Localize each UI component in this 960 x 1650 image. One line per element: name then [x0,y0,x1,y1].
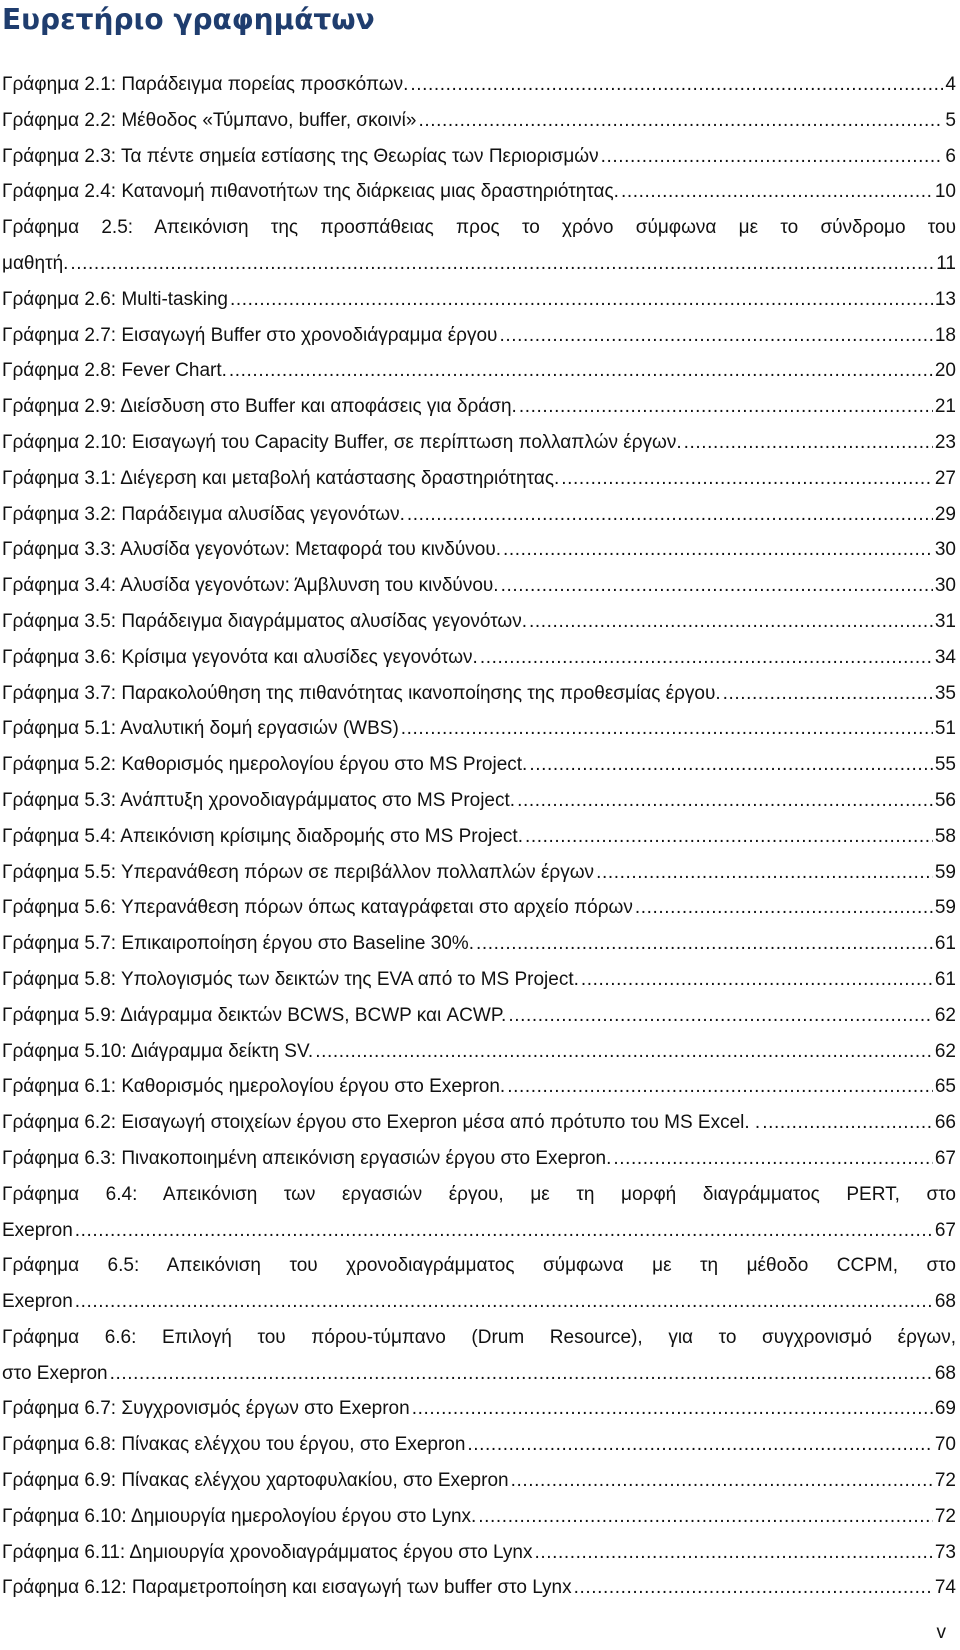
toc-entry-text: Γράφημα 2.5: Απεικόνιση της προσπάθειας προς το χρόνο σύμφωνα με το σύνδρομο του [2,217,956,239]
dot-leader [574,1570,933,1606]
toc-entry[interactable] [0,1034,958,1070]
toc-entry-first-line[interactable] [0,1177,958,1213]
dot-leader [230,282,933,318]
toc-entry[interactable] [0,1105,958,1141]
toc-entry-text: Γράφημα 5.6: Υπερανάθεση πόρων όπως καταγράφεται στο αρχείο πόρων [2,897,633,919]
toc-page-number: 23 [934,431,956,453]
toc-entry-text: Γράφημα 6.9: Πίνακας ελέγχου χαρτοφυλακίου, στο Exepron [2,1470,509,1492]
toc-entry-text: Γράφημα 3.2: Παράδειγμα αλυσίδας γεγονότων. [2,503,405,525]
toc-entry-text: Γράφημα 5.2: Καθορισμός ημερολογίου έργου στο MS Project. [2,754,528,776]
toc-page-number: 18 [934,324,956,346]
dot-leader [507,1069,933,1105]
toc-entry[interactable] [0,890,958,926]
dot-leader [723,676,933,712]
toc-entry-text: Γράφημα 3.7: Παρακολούθηση της πιθανότητας ικανοποίησης της προθεσμίας έργου. [2,682,721,704]
dot-leader [508,998,933,1034]
dot-leader [229,353,933,389]
toc-entry[interactable] [0,1570,958,1606]
toc-page-number: 67 [934,1219,956,1241]
toc-entry[interactable] [0,497,958,533]
dot-leader [315,1034,933,1070]
toc-page-number: 51 [934,718,956,740]
dot-leader [534,1535,932,1571]
dot-leader [480,640,933,676]
toc-page-number: 59 [934,861,956,883]
dot-leader [75,1284,933,1320]
toc-entry[interactable] [0,640,958,676]
toc-entry-text: Γράφημα 6.11: Δημιουργία χρονοδιαγράμματος έργου στο Lynx [2,1541,533,1563]
toc-entry[interactable] [0,1427,958,1463]
dot-leader [70,246,934,282]
toc-entry-text: Γράφημα 3.3: Αλυσίδα γεγονότων: Μεταφορά του κινδύνου. [2,539,502,561]
toc-page-number: 35 [934,682,956,704]
toc-entry[interactable] [0,711,958,747]
toc-page-number: 30 [934,575,956,597]
toc-entry[interactable] [0,1356,958,1392]
toc-entry-text: Γράφημα 5.8: Υπολογισμός των δεικτών της EVA από το MS Project. [2,968,579,990]
dot-leader [75,1213,933,1249]
toc-entry[interactable] [0,389,958,425]
toc-page-number: 55 [934,754,956,776]
dot-leader [511,1463,933,1499]
toc-page-number: 20 [934,360,956,382]
toc-entry[interactable] [0,425,958,461]
dot-leader [529,604,933,640]
toc-entry-text: Γράφημα 2.9: Διείσδυση στο Buffer και αποφάσεις για δράση. [2,396,517,418]
toc-entry-text: Exepron [2,1219,73,1241]
dot-leader [519,389,933,425]
toc-entry[interactable] [0,855,958,891]
toc-entry-text: Γράφημα 3.5: Παράδειγμα διαγράμματος αλυσίδας γεγονότων. [2,610,528,632]
toc-entry-text: Γράφημα 5.4: Απεικόνιση κρίσιμης διαδρομής στο MS Project. [2,825,523,847]
toc-entry-text: Γράφημα 2.10: Εισαγωγή του Capacity Buffer, σε περίπτωση πολλαπλών έργων. [2,431,682,453]
toc-entry[interactable] [0,1535,958,1571]
toc-entry-text: Γράφημα 5.7: Επικαιροποίηση έργου στο Baseline 30%. [2,933,474,955]
toc-page-number: 31 [934,610,956,632]
toc-entry[interactable] [0,998,958,1034]
dot-leader [684,425,933,461]
toc-entry[interactable] [0,1463,958,1499]
dot-leader [503,532,933,568]
toc-page-number: 67 [934,1147,956,1169]
toc-entry-text: Γράφημα 6.12: Παραμετροποίηση και εισαγωγή των buffer στο Lynx [2,1577,572,1599]
toc-entry-text: Γράφημα 2.6: Multi-tasking [2,288,228,310]
dot-leader [601,139,944,175]
toc-page-number: 74 [934,1577,956,1599]
toc-page-number: 72 [934,1470,956,1492]
toc-entry-text: Γράφημα 5.5: Υπερανάθεση πόρων σε περιβάλλον πολλαπλών έργων [2,861,595,883]
toc-page-number: 62 [934,1004,956,1026]
toc-page-number: 66 [934,1112,956,1134]
dot-leader [529,747,933,783]
toc-page-number: 21 [934,396,956,418]
toc-entry[interactable] [0,461,958,497]
toc-page-number: 13 [934,288,956,310]
toc-page-number: 10 [934,181,956,203]
toc-page-number: 73 [934,1541,956,1563]
toc-page-number: 29 [934,503,956,525]
toc-entry[interactable] [0,246,958,282]
toc-entry[interactable] [0,103,958,139]
toc-entry[interactable] [0,174,958,210]
toc-entry[interactable] [0,962,958,998]
toc-entry-text: Γράφημα 2.7: Εισαγωγή Buffer στο χρονοδιάγραμμα έργου [2,324,498,346]
dot-leader [499,318,932,354]
toc-page-number: 70 [934,1434,956,1456]
toc-entry[interactable] [0,926,958,962]
toc-page-number: 69 [934,1398,956,1420]
toc-entry-text: Exepron [2,1291,73,1313]
toc-entry[interactable] [0,1069,958,1105]
toc-entry-text: μαθητή. [2,252,69,274]
toc-page-number: 68 [934,1291,956,1313]
toc-entry-text: Γράφημα 2.4: Κατανομή πιθανοτήτων της διάρκειας μιας δραστηριότητας. [2,181,619,203]
toc-entry[interactable] [0,532,958,568]
toc-entry-first-line[interactable] [0,1320,958,1356]
toc-page-number: 59 [934,897,956,919]
dot-leader [525,819,933,855]
dot-leader [478,1499,933,1535]
table-of-figures [0,67,958,1606]
dot-leader [407,497,933,533]
toc-page-number: 61 [934,933,956,955]
toc-entry-text: Γράφημα 6.1: Καθορισμός ημερολογίου έργου στο Exepron. [2,1076,506,1098]
toc-entry[interactable] [0,604,958,640]
toc-page-number: 72 [934,1505,956,1527]
toc-entry-text: Γράφημα 6.7: Συγχρονισμός έργων στο Exepron [2,1398,410,1420]
toc-entry-text: Γράφημα 6.3: Πινακοποιημένη απεικόνιση εργασιών έργου στο Exepron. [2,1147,612,1169]
toc-entry[interactable] [0,676,958,712]
dot-leader [596,855,933,891]
toc-page-number: 30 [934,539,956,561]
dot-leader [410,67,943,103]
dot-leader [476,926,933,962]
toc-page-number: 58 [934,825,956,847]
toc-entry-text: Γράφημα 2.3: Τα πέντε σημεία εστίασης της Θεωρίας των Περιορισμών [2,145,599,167]
toc-entry[interactable] [0,67,958,103]
toc-entry[interactable] [0,568,958,604]
toc-page-number: 56 [934,789,956,811]
toc-entry-first-line[interactable] [0,1248,958,1284]
dot-leader [110,1356,933,1392]
toc-page-number: 65 [934,1076,956,1098]
toc-entry[interactable] [0,1213,958,1249]
toc-entry-text: Γράφημα 3.4: Αλυσίδα γεγονότων: Άμβλυνση του κινδύνου. [2,575,499,597]
toc-entry[interactable] [0,747,958,783]
dot-leader [418,103,943,139]
toc-entry-text: Γράφημα 6.2: Εισαγωγή στοιχείων έργου στο Exepron μέσα από πρότυπο του MS Excel. . [2,1112,761,1134]
page-number: v [936,1622,946,1643]
toc-entry[interactable] [0,819,958,855]
toc-entry-text: Γράφημα 5.10: Διάγραμμα δείκτη SV. [2,1040,314,1062]
toc-entry[interactable] [0,1141,958,1177]
toc-page-number: 34 [934,646,956,668]
toc-entry-text: Γράφημα 5.1: Αναλυτική δομή εργασιών (WBS) [2,718,399,740]
toc-entry-text: Γράφημα 2.1: Παράδειγμα πορείας προσκόπων. [2,74,409,95]
dot-leader [501,568,933,604]
toc-entry-text: στο Exepron [2,1362,108,1384]
dot-leader [517,783,933,819]
dot-leader [412,1391,933,1427]
dot-leader [581,962,933,998]
toc-entry[interactable] [0,282,958,318]
toc-page-number: 62 [934,1040,956,1062]
toc-page-number: 11 [936,252,956,274]
dot-leader [613,1141,932,1177]
toc-entry-text: Γράφημα 6.10: Δημιουργία ημερολογίου έργου στο Lynx. [2,1505,477,1527]
toc-entry[interactable] [0,783,958,819]
toc-entry-first-line[interactable] [0,210,958,246]
toc-entry[interactable] [0,139,958,175]
toc-entry-text: Γράφημα 6.4: Απεικόνιση των εργασιών έργου, με τη μορφή διαγράμματος PERT, στο [2,1183,956,1205]
toc-entry-text: Γράφημα 6.5: Απεικόνιση του χρονοδιαγράμματος σύμφωνα με τη μέθοδο CCPM, στο [2,1255,956,1277]
toc-entry-text: Γράφημα 3.6: Κρίσιμα γεγονότα και αλυσίδες γεγονότων. [2,646,478,668]
toc-entry[interactable] [0,1284,958,1320]
toc-entry-text: Γράφημα 2.2: Μέθοδος «Τύμπανο, buffer, σκοινί» [2,109,417,131]
toc-entry[interactable] [0,353,958,389]
toc-entry-text: Γράφημα 3.1: Διέγερση και μεταβολή κατάστασης δραστηριότητας. [2,467,560,489]
toc-page-number: 61 [934,968,956,990]
dot-leader [467,1427,932,1463]
dot-leader [401,711,933,747]
toc-entry-text: Γράφημα 5.3: Ανάπτυξη χρονοδιαγράμματος στο MS Project. [2,789,516,811]
toc-page-number: 4 [945,74,956,95]
dot-leader [635,890,933,926]
page-title: Ευρετήριο γραφημάτων [2,3,375,36]
dot-leader [762,1105,933,1141]
dot-leader [621,174,933,210]
toc-entry-text: Γράφημα 2.8: Fever Chart. [2,360,227,382]
toc-entry[interactable] [0,318,958,354]
dot-leader [561,461,933,497]
toc-entry[interactable] [0,1391,958,1427]
toc-entry[interactable] [0,1499,958,1535]
toc-page-number: 27 [934,467,956,489]
toc-page-number: 6 [945,145,956,167]
toc-page-number: 5 [945,109,956,131]
toc-entry-text: Γράφημα 5.9: Διάγραμμα δεικτών BCWS, BCWP και ACWP. [2,1004,507,1026]
toc-page-number: 68 [934,1362,956,1384]
toc-entry-text: Γράφημα 6.8: Πίνακας ελέγχου του έργου, στο Exepron [2,1434,466,1456]
toc-entry-text: Γράφημα 6.6: Επιλογή του πόρου-τύμπανο (Drum Resource), για το συγχρονισμό έργων, [2,1326,956,1348]
